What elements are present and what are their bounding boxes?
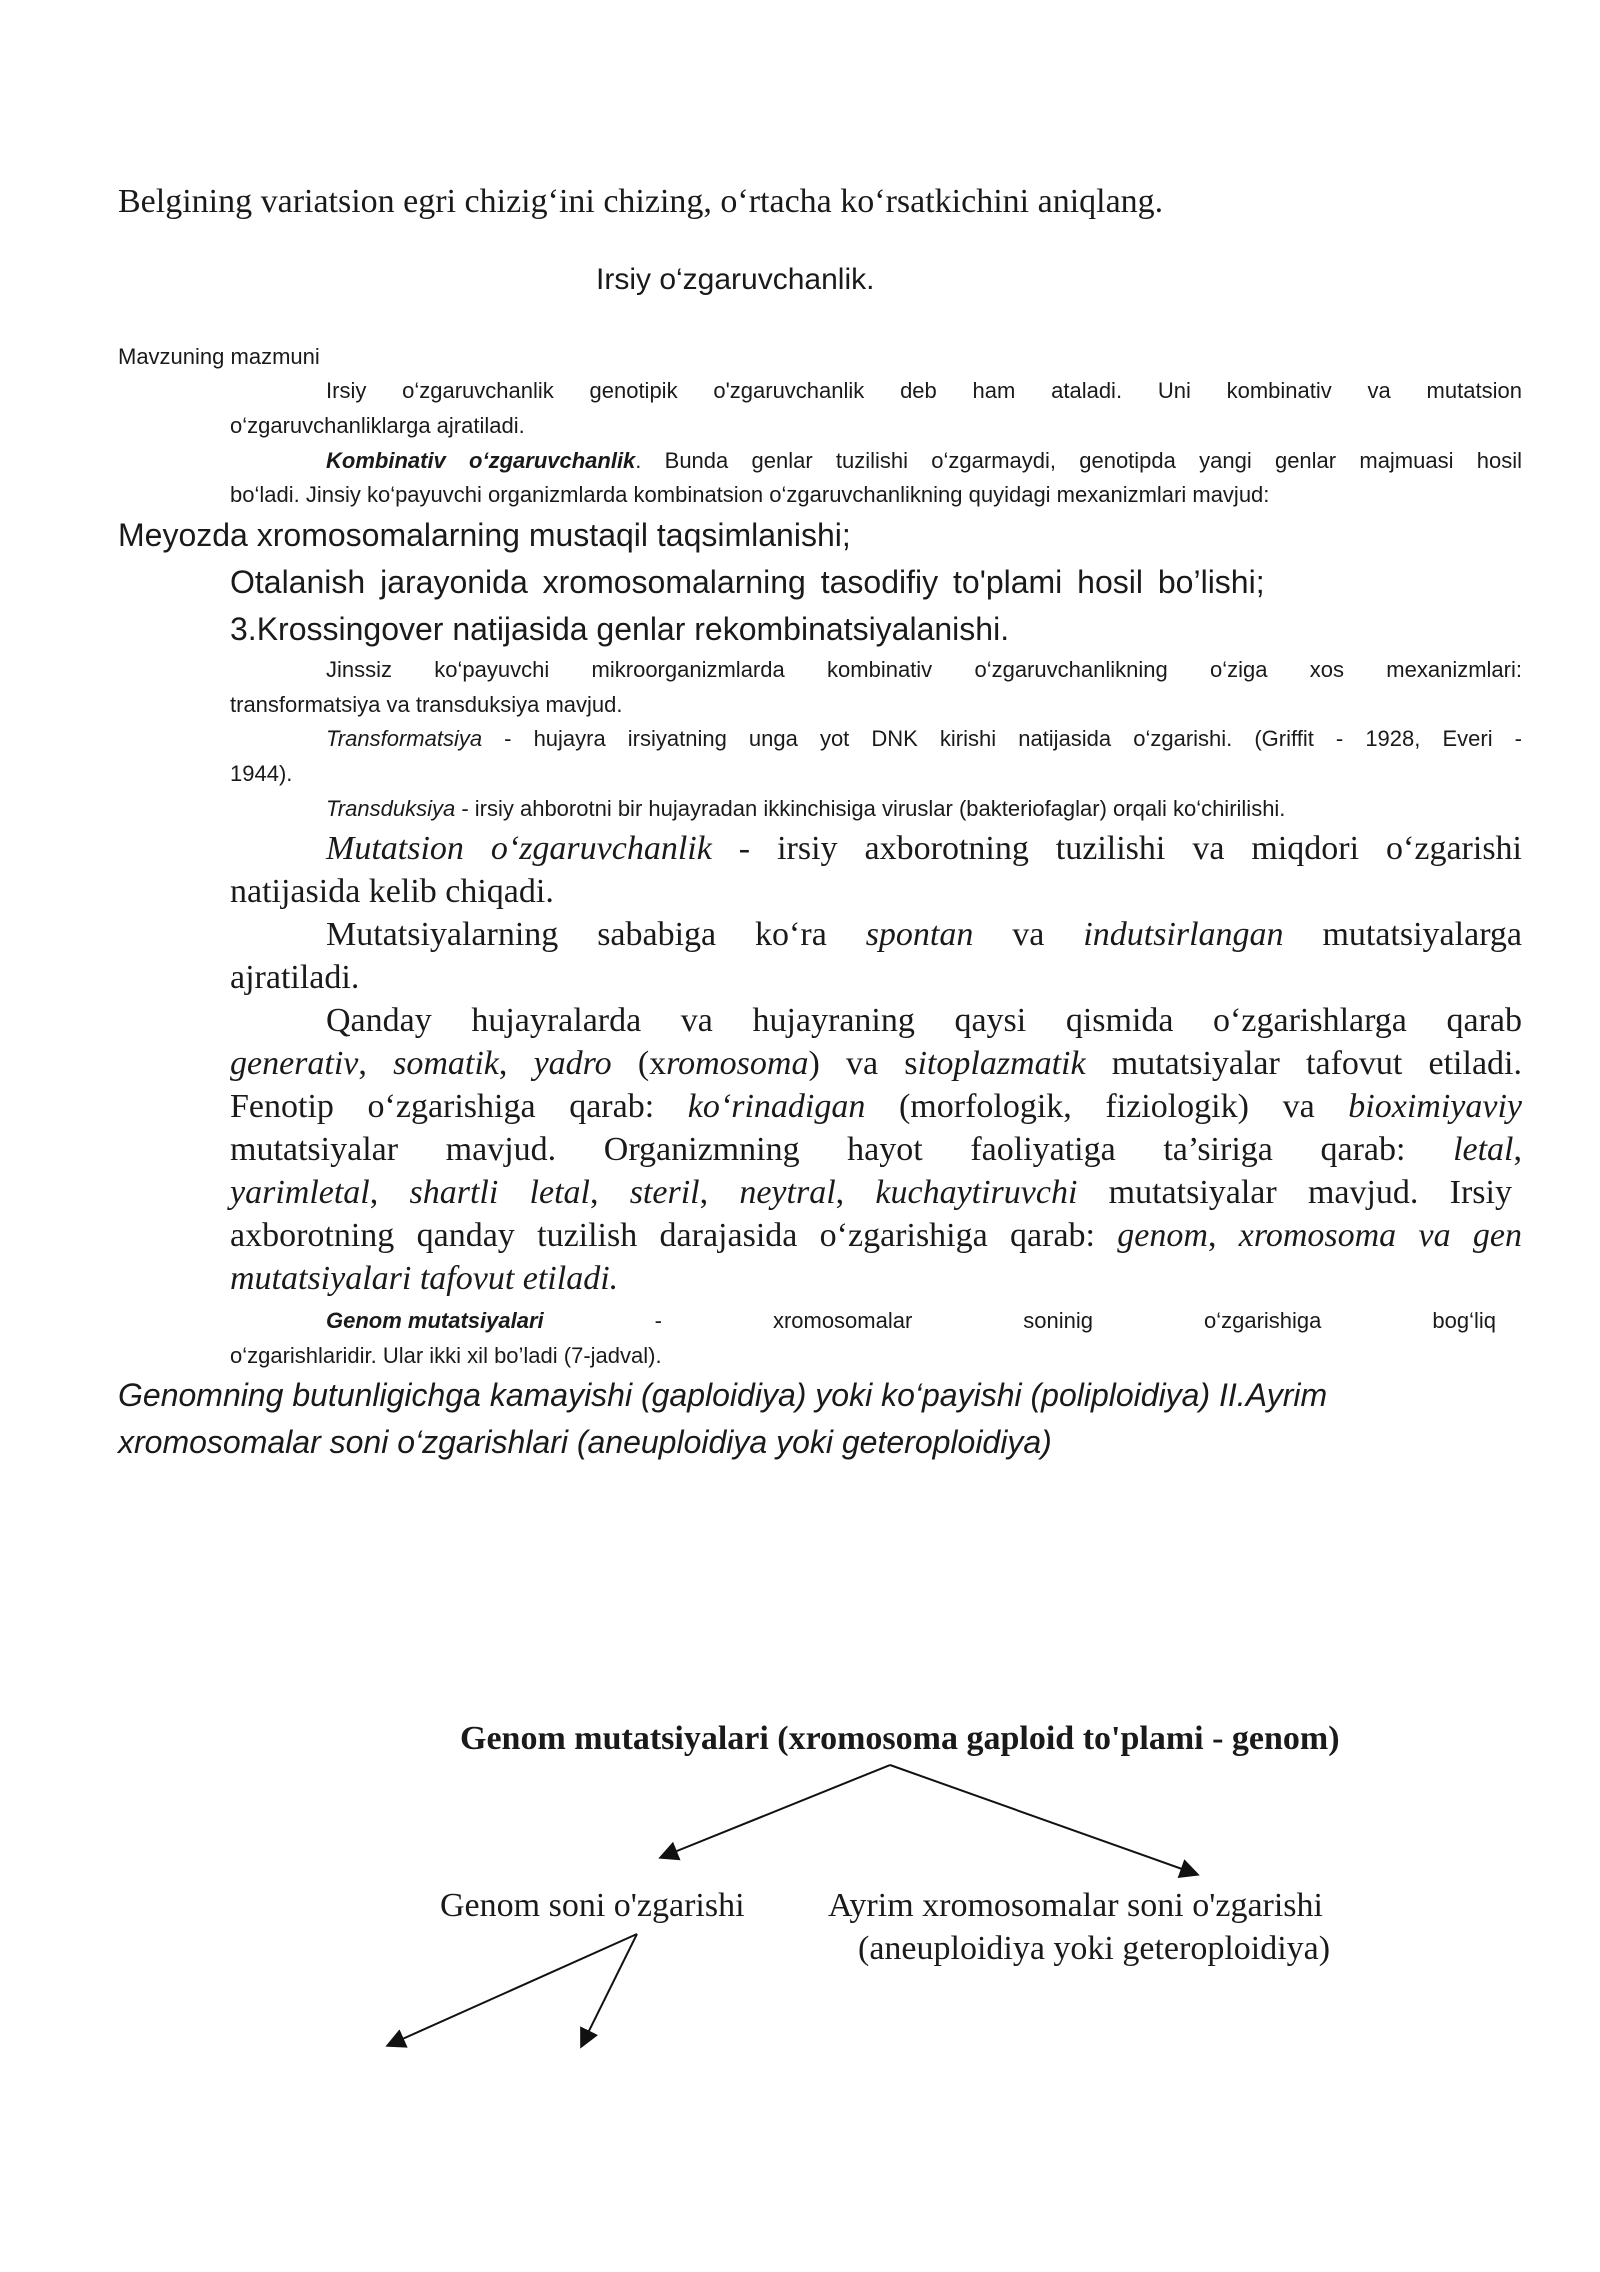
paragraph-mutatsion: Mutatsion o‘zgaruvchanlik - irsiy axborotning tuzilishi va miqdori o‘zgarishi (326, 830, 1522, 867)
paragraph-kombinativ: Kombinativ o‘zgaruvchanlik. Bunda genlar tuzilishi o‘zgarmaydi, genotipda yangi genlar majmuasi hosil (326, 448, 1522, 473)
term-transformatsiya: Transformatsiya (326, 726, 483, 751)
genom-types-line2: xromosomalar soni o‘zgarishlari (aneuploidiya yoki geteroploidiya) (118, 1424, 1052, 1460)
diagram-left-label: Genom soni o'zgarishi (440, 1887, 745, 1924)
mechanism-item: 3.Krossingover natijasida genlar rekombinatsiyalanishi. (230, 611, 1010, 647)
paragraph-irsiy-line2: o‘zgaruvchanliklarga ajratiladi. (230, 413, 525, 438)
term-genom: Genom mutatsiyalari (326, 1308, 544, 1333)
paragraph-jinssiz-line2: transformatsiya va transduksiya mavjud. (230, 692, 623, 717)
arrow-root-to-left (662, 1765, 890, 1857)
arrow-root-to-right (890, 1765, 1196, 1874)
paragraph-sabab: Mutatsiyalarning sababiga ko‘ra spontan va indutsirlangan mutatsiyalarga (326, 916, 1522, 953)
paragraph-genom: Genom mutatsiyalari - xromosomalar soninig o‘zgarishiga bog‘liq (326, 1308, 1496, 1333)
mechanism-item: Meyozda xromosomalarning mustaqil taqsimlanishi; (118, 517, 851, 553)
arrow-left-to-sub1 (389, 1934, 637, 2045)
paragraph-qanday-line4: mutatsiyalar mavjud. Organizmning hayot faoliyatiga ta’siriga qarab: letal, (230, 1131, 1522, 1168)
mechanism-item: Otalanish jarayonida xromosomalarning tasodifiy to'plami hosil bo’lishi; (230, 564, 1265, 600)
paragraph-qanday-line6: axborotning qanday tuzilish darajasida o‘zgarishiga qarab: genom, xromosoma va gen (230, 1217, 1522, 1254)
paragraph-irsiy: Irsiy o‘zgaruvchanlik genotipik o'zgaruvchanlik deb ham ataladi. Uni kombinativ va mutatsion (326, 378, 1522, 403)
paragraph-sabab-line2: ajratiladi. (230, 959, 360, 996)
paragraph-transformatsiya-line2: 1944). (230, 761, 293, 786)
term-kombinativ: Kombinativ o‘zgaruvchanlik (326, 448, 636, 473)
paragraph-jinssiz: Jinssiz ko‘payuvchi mikroorganizmlarda kombinativ o‘zgaruvchanlikning o‘ziga xos mexanizmlari: (326, 657, 1522, 682)
paragraph-transduksiya: Transduksiya - irsiy ahborotni bir hujayradan ikkinchisiga viruslar (bakteriofaglar) orqali ko‘chirilishi. (326, 796, 1286, 821)
diagram-right-label-line1: Ayrim xromosomalar soni o'zgarishi (828, 1887, 1323, 1924)
diagram-root-label: Genom mutatsiyalari (xromosoma gaploid to'plami - genom) (460, 1720, 1340, 1757)
page-title: Irsiy o‘zgaruvchanlik. (596, 263, 875, 296)
paragraph-qanday-line3: Fenotip o‘zgarishiga qarab: ko‘rinadigan (morfologik, fiziologik) va bioximiyaviy (230, 1088, 1522, 1125)
term-mutatsion: Mutatsion o‘zgaruvchanlik (326, 830, 712, 867)
paragraph-mutatsion-line2: natijasida kelib chiqadi. (230, 873, 554, 910)
diagram-right-label-line2: (aneuploidiya yoki geteroploidiya) (858, 1930, 1331, 1967)
term-transduksiya: Transduksiya (326, 796, 456, 821)
paragraph-kombinativ-line2: bo‘ladi. Jinsiy ko‘payuvchi organizmlarda kombinatsion o‘zgaruvchanlikning quyidagi mexanizmlari mavjud: (230, 482, 1270, 507)
task-line: Belgining variatsion egri chizig‘ini chizing, o‘rtacha ko‘rsatkichini aniqlang. (118, 183, 1164, 220)
section-label: Mavzuning mazmuni (118, 344, 320, 369)
genom-types-line1: Genomning butunligichga kamayishi (gaploidiya) yoki ko‘payishi (poliploidiya) II.Ayrim (118, 1377, 1328, 1413)
arrow-left-to-sub2 (582, 1934, 637, 2045)
paragraph-qanday: Qanday hujayralarda va hujayraning qaysi qismida o‘zgarishlarga qarab (326, 1002, 1522, 1039)
paragraph-qanday-line7: mutatsiyalari tafovut etiladi. (230, 1260, 619, 1297)
paragraph-qanday-line2: generativ, somatik, yadro (xromosoma) va sitoplazmatik mutatsiyalar tafovut etiladi. (230, 1045, 1522, 1082)
paragraph-genom-line2: o‘zgarishlaridir. Ular ikki xil bo’ladi (7-jadval). (230, 1343, 662, 1368)
paragraph-qanday-line5: yarimletal, shartli letal, steril, neytral, kuchaytiruvchi mutatsiyalar mavjud. Irsiy (230, 1174, 1512, 1211)
paragraph-transformatsiya: Transformatsiya - hujayra irsiyatning unga yot DNK kirishi natijasida o‘zgarishi. (Griffit - 1928, Everi - (326, 726, 1522, 751)
